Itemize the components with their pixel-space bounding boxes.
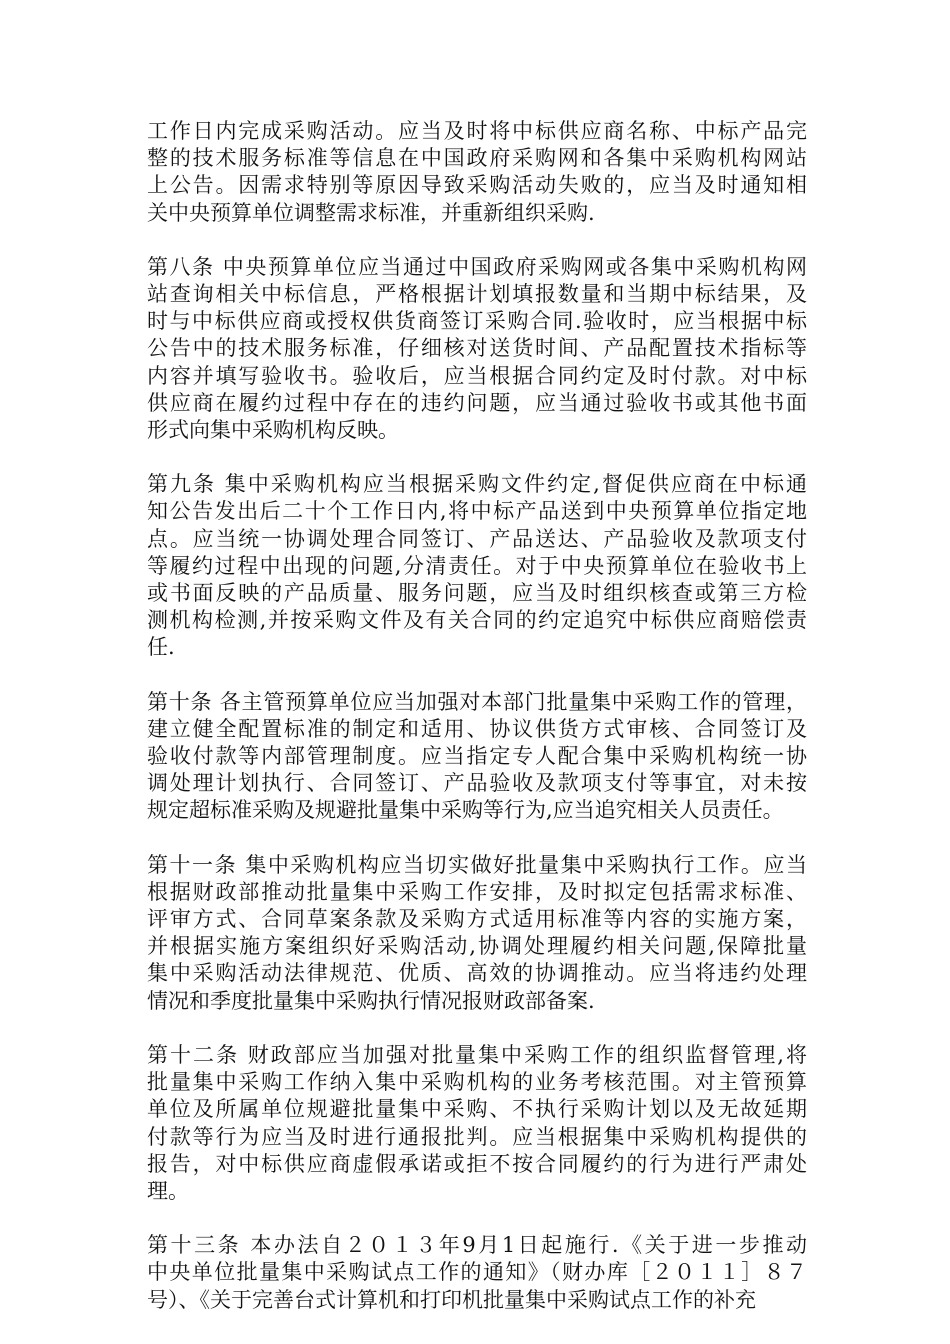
document-paragraph (147, 1232, 807, 1314)
text-line: 站查询相关中标信息，严格根据计划填报数量和当期中标结果，及 (147, 282, 807, 307)
text-line: 测机构检测,并按采购文件及有关合同的约定追究中标供应商赔偿责 (147, 608, 807, 633)
text-line: 第十一条 集中采购机构应当切实做好批量集中采购执行工作。应当 (147, 852, 807, 877)
text-line: 内容并填写验收书。验收后，应当根据合同约定及时付款。对中标 (147, 363, 807, 388)
text-line: 建立健全配置标准的制定和适用、协议供货方式审核、合同签订及 (147, 716, 807, 741)
text-line: 评审方式、合同草案条款及采购方式适用标准等内容的实施方案， (147, 907, 807, 932)
text-line: 整的技术服务标准等信息在中国政府采购网和各集中采购机构网站 (147, 146, 807, 171)
document-paragraph (147, 254, 807, 444)
document-paragraph (147, 471, 807, 661)
document-body (147, 118, 807, 1341)
document-paragraph (147, 1042, 807, 1205)
text-line: 形式向集中采购机构反映。 (147, 418, 399, 443)
text-line: 付款等行为应当及时进行通报批判。应当根据集中采购机构提供的 (147, 1124, 807, 1149)
text-line: 公告中的技术服务标准，仔细核对送货时间、产品配置技术指标等 (147, 336, 807, 361)
text-line: 第九条 集中采购机构应当根据采购文件约定,督促供应商在中标通 (147, 472, 807, 497)
text-line: 情况和季度批量集中采购执行情况报财政部备案. (147, 988, 595, 1013)
document-paragraph (147, 852, 807, 1015)
text-line: 上公告。因需求特别等原因导致采购活动失败的，应当及时通知相 (147, 173, 807, 198)
text-line: 理。 (147, 1178, 189, 1203)
text-line: 第八条 中央预算单位应当通过中国政府采购网或各集中采购机构网 (147, 254, 807, 279)
text-line: 关中央预算单位调整需求标准，并重新组织采购. (147, 200, 595, 225)
text-line: 点。应当统一协调处理合同签订、产品送达、产品验收及款项支付 (147, 526, 807, 551)
text-line: 任. (147, 635, 175, 660)
text-line: 或书面反映的产品质量、服务问题，应当及时组织核查或第三方检 (147, 581, 807, 606)
text-line: 集中采购活动法律规范、优质、高效的协调推动。应当将违约处理 (147, 961, 807, 986)
text-line: 报告，对中标供应商虚假承诺或拒不按合同履约的行为进行严肃处 (147, 1151, 807, 1176)
text-line: 时与中标供应商或授权供货商签订采购合同.验收时，应当根据中标 (147, 309, 807, 334)
text-line: 第十三条 本办法自２０１３年9月1日起施行.《关于进一步推动 (147, 1233, 807, 1258)
text-line: 工作日内完成采购活动。应当及时将中标供应商名称、中标产品完 (147, 119, 807, 143)
text-line: 第十二条 财政部应当加强对批量集中采购工作的组织监督管理,将 (147, 1042, 807, 1067)
text-line: 等履约过程中出现的问题,分清责任。对于中央预算单位在验收书上 (147, 553, 807, 578)
text-line: 并根据实施方案组织好采购活动,协调处理履约相关问题,保障批量 (147, 934, 807, 959)
text-line: 规定超标准采购及规避批量集中采购等行为,应当追究相关人员责任。 (147, 798, 784, 823)
document-paragraph (147, 118, 807, 227)
document-paragraph (147, 689, 807, 825)
text-line: 验收付款等内部管理制度。应当指定专人配合集中采购机构统一协 (147, 744, 807, 769)
text-line: 知公告发出后二十个工作日内,将中标产品送到中央预算单位指定地 (147, 499, 807, 524)
text-line: 单位及所属单位规避批量集中采购、不执行采购计划以及无故延期 (147, 1097, 807, 1122)
text-line: 供应商在履约过程中存在的违约问题，应当通过验收书或其他书面 (147, 390, 807, 415)
text-line: 第十条 各主管预算单位应当加强对本部门批量集中采购工作的管理， (147, 689, 807, 714)
text-line: 调处理计划执行、合同签订、产品验收及款项支付等事宜，对未按 (147, 771, 807, 796)
text-line: 批量集中采购工作纳入集中采购机构的业务考核范围。对主管预算 (147, 1070, 807, 1095)
text-line: 号）、《关于完善台式计算机和打印机批量集中采购试点工作的补充 (147, 1287, 756, 1312)
text-line: 根据财政部推动批量集中采购工作安排，及时拟定包括需求标准、 (147, 879, 807, 904)
text-line: 中央单位批量集中采购试点工作的通知》（财办库［２０１１］８７ (147, 1260, 807, 1285)
